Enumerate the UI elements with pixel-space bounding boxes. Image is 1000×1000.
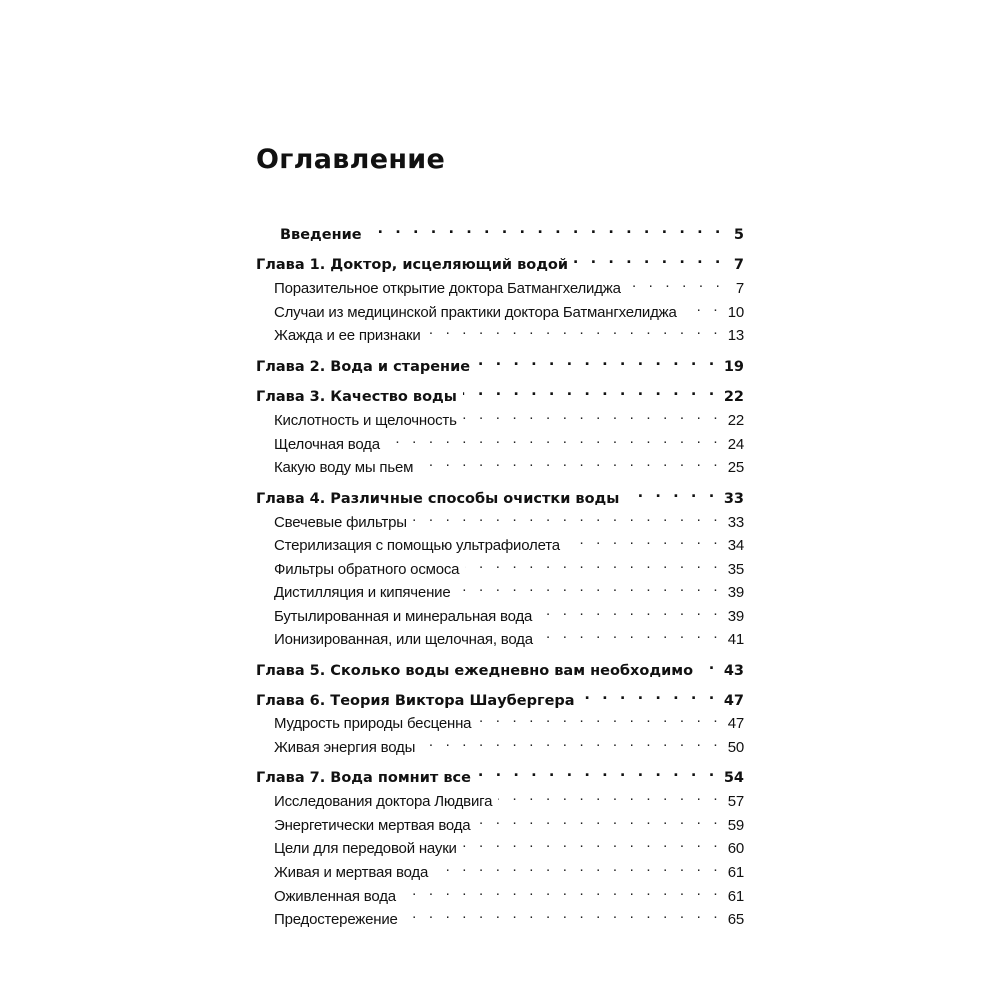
toc-section-entry: [274, 429, 744, 453]
toc-entry-title: Дистилляция и кипячение: [274, 584, 451, 601]
toc-entry-title: Какую воду мы пьем: [274, 459, 414, 476]
toc-entry-title: Введение: [280, 227, 362, 243]
toc-page-number: 50: [727, 739, 744, 756]
toc-entry-title: Предостережение: [274, 911, 398, 928]
toc-page-number: 59: [727, 817, 744, 834]
toc-page-number: 61: [727, 864, 744, 881]
toc-entry-title: Щелочная вода: [274, 436, 380, 453]
dot-leader: [683, 297, 722, 317]
toc-entry-title: Глава 3. Качество воды: [256, 389, 457, 405]
toc-entry-title: Глава 2. Вода и старение: [256, 359, 471, 375]
dot-leader: [404, 904, 722, 924]
toc-chapter-entry: [256, 655, 744, 679]
toc-entry-title: Живая и мертвая вода: [274, 864, 429, 881]
toc-entry-title: Цели для передовой науки: [274, 840, 457, 857]
toc-chapter-entry: [256, 685, 744, 709]
toc-section-entry: [274, 452, 744, 476]
toc-page-number: 57: [727, 793, 744, 810]
toc-page-number: 35: [727, 561, 744, 578]
toc-entry-title: Поразительное открытие доктора Батмангхелиджа: [274, 280, 621, 297]
toc-section-entry: [274, 297, 744, 321]
dot-leader: [477, 708, 721, 728]
dot-leader: [625, 483, 717, 503]
toc-entry-title: Оживленная вода: [274, 888, 396, 905]
toc-section-entry: [274, 601, 744, 625]
toc-chapter-entry: [256, 249, 744, 273]
toc-page-number: 47: [723, 693, 744, 709]
toc-page-number: 19: [723, 359, 744, 375]
dot-leader: [498, 786, 721, 806]
toc-chapter-entry: [256, 762, 744, 786]
toc-page-number: 61: [727, 888, 744, 905]
toc-entry-title: Исследования доктора Людвига: [274, 793, 493, 810]
toc-section-entry: [274, 320, 744, 344]
toc-entry-title: Кислотность и щелочность: [274, 412, 457, 429]
dot-leader: [538, 601, 722, 621]
dot-leader: [477, 762, 718, 782]
toc-page-number: 41: [727, 631, 744, 648]
toc-page-number: 39: [727, 584, 744, 601]
toc-entry-title: Живая энергия воды: [274, 739, 416, 756]
toc-entry-title: Жажда и ее признаки: [274, 327, 421, 344]
dot-leader: [434, 857, 722, 877]
dot-leader: [627, 273, 724, 293]
toc-entry-title: Ионизированная, или щелочная, вода: [274, 631, 533, 648]
toc-chapter-entry: [256, 381, 744, 405]
dot-leader: [539, 624, 722, 644]
toc-page-number: 7: [733, 257, 744, 273]
toc-page-number: 24: [727, 436, 744, 453]
dot-leader: [699, 655, 718, 675]
dot-leader: [402, 881, 722, 901]
toc-entry-title: Фильтры обратного осмоса: [274, 561, 460, 578]
toc-section-entry: [274, 273, 744, 297]
dot-leader: [463, 405, 722, 425]
dot-leader: [368, 219, 724, 239]
dot-leader: [463, 833, 722, 853]
toc-page-number: 7: [735, 280, 744, 297]
toc-section-entry: [274, 857, 744, 881]
toc-page-number: 5: [733, 227, 744, 243]
toc-page-number: 60: [727, 840, 744, 857]
toc-section-entry: [274, 405, 744, 429]
dot-leader: [419, 452, 721, 472]
toc-chapter-entry: [256, 483, 744, 507]
dot-leader: [476, 351, 718, 371]
toc-intro-entry: [280, 219, 744, 243]
page-title: Оглавление: [256, 144, 446, 175]
toc-section-entry: [274, 577, 744, 601]
toc-section-entry: [274, 786, 744, 810]
table-of-contents: [256, 0, 744, 1000]
toc-section-entry: [274, 904, 744, 928]
toc-page-number: 22: [723, 389, 744, 405]
dot-leader: [574, 249, 724, 269]
toc-page-number: 47: [727, 715, 744, 732]
toc-section-entry: [274, 530, 744, 554]
toc-page-number: 54: [723, 770, 744, 786]
dot-leader: [476, 810, 721, 830]
toc-page-number: 33: [727, 514, 744, 531]
dot-leader: [421, 732, 722, 752]
toc-page-number: 65: [727, 911, 744, 928]
dot-leader: [566, 530, 722, 550]
toc-chapter-entry: [256, 351, 744, 375]
toc-entry-title: Глава 5. Сколько воды ежедневно вам необходимо: [256, 663, 694, 679]
dot-leader: [581, 685, 718, 705]
toc-page-number: 33: [723, 491, 744, 507]
dot-leader: [427, 320, 722, 340]
dot-leader: [463, 381, 718, 401]
toc-section-entry: [274, 554, 744, 578]
toc-entry-title: Глава 7. Вода помнит все: [256, 770, 471, 786]
toc-page-number: 25: [727, 459, 744, 476]
toc-entry-title: Бутылированная и минеральная вода: [274, 608, 533, 625]
toc-entry-title: Свечевые фильтры: [274, 514, 407, 531]
toc-section-entry: [274, 881, 744, 905]
toc-page-number: 22: [727, 412, 744, 429]
toc-section-entry: [274, 833, 744, 857]
toc-entry-title: Стерилизация с помощью ультрафиолета: [274, 537, 560, 554]
toc-page-number: 39: [727, 608, 744, 625]
toc-section-entry: [274, 732, 744, 756]
dot-leader: [465, 554, 721, 574]
toc-section-entry: [274, 624, 744, 648]
toc-page-number: 43: [723, 663, 744, 679]
toc-section-entry: [274, 708, 744, 732]
toc-section-entry: [274, 810, 744, 834]
toc-page-number: 13: [727, 327, 744, 344]
toc-entry-title: Глава 6. Теория Виктора Шаубергера: [256, 693, 575, 709]
dot-leader: [413, 507, 722, 527]
toc-entry-title: Случаи из медицинской практики доктора Батмангхелиджа: [274, 304, 677, 321]
dot-leader: [386, 429, 722, 449]
toc-entry-title: Энергетически мертвая вода: [274, 817, 471, 834]
toc-section-entry: [274, 507, 744, 531]
toc-page-number: 34: [727, 537, 744, 554]
dot-leader: [456, 577, 721, 597]
toc-entry-title: Глава 4. Различные способы очистки воды: [256, 491, 620, 507]
toc-entry-title: Мудрость природы бесценна: [274, 715, 472, 732]
toc-entry-title: Глава 1. Доктор, исцеляющий водой: [256, 257, 569, 273]
toc-page-number: 10: [727, 304, 744, 321]
